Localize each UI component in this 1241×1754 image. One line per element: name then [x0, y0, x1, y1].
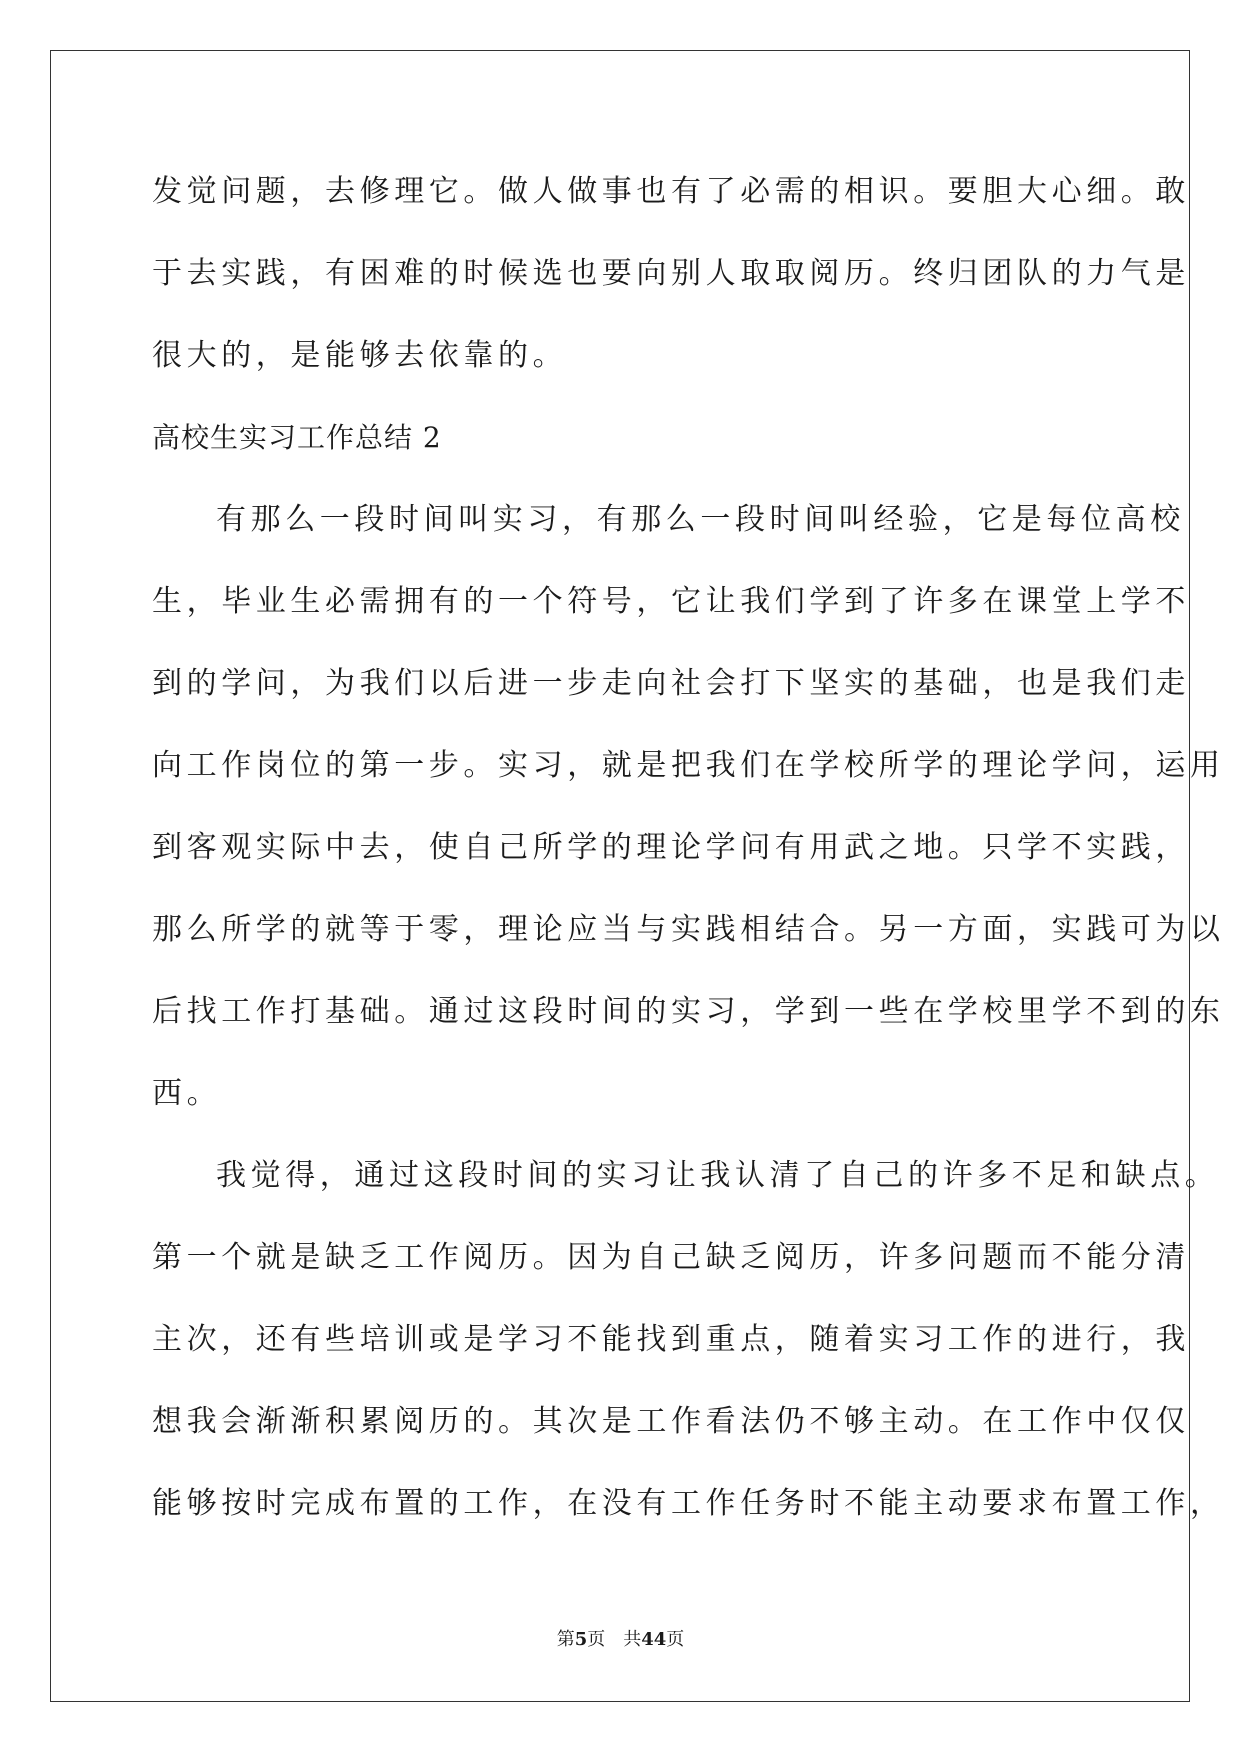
- footer-prefix: 第: [556, 1629, 575, 1650]
- footer-page-unit: 页: [587, 1629, 606, 1650]
- text-line: 主次，还有些培训或是学习不能找到重点，随着实习工作的进行，我: [152, 1322, 1190, 1357]
- page-number-footer: [0, 1625, 1241, 1651]
- text-line: 生，毕业生必需拥有的一个符号，它让我们学到了许多在课堂上学不: [152, 584, 1190, 619]
- text-line: 那么所学的就等于零，理论应当与实践相结合。另一方面，实践可为以: [152, 912, 1225, 947]
- text-line: 我觉得，通过这段时间的实习让我认清了自己的许多不足和缺点。: [216, 1158, 1220, 1193]
- footer-total-prefix: 共: [623, 1629, 642, 1650]
- text-line: 发觉问题，去修理它。做人做事也有了必需的相识。要胆大心细。敢: [152, 174, 1190, 209]
- text-line: 向工作岗位的第一步。实习，就是把我们在学校所学的理论学问，运用: [152, 748, 1225, 783]
- text-line: 有那么一段时间叫实习，有那么一段时间叫经验，它是每位高校: [216, 502, 1185, 537]
- current-page-number: 5: [574, 1629, 588, 1650]
- text-line: 想我会渐渐积累阅历的。其次是工作看法仍不够主动。在工作中仅仅: [152, 1404, 1190, 1439]
- document-body: [152, 160, 1225, 1554]
- text-line: 到客观实际中去，使自己所学的理论学问有用武之地。只学不实践，: [152, 830, 1190, 865]
- text-line: 能够按时完成布置的工作，在没有工作任务时不能主动要求布置工作，: [152, 1486, 1225, 1521]
- footer-total-unit: 页: [666, 1629, 685, 1650]
- text-line: 第一个就是缺乏工作阅历。因为自己缺乏阅历，许多问题而不能分清: [152, 1240, 1190, 1275]
- text-line: 很大的，是能够去依靠的。: [152, 338, 568, 373]
- section-heading: 高校生实习工作总结 2: [152, 421, 442, 454]
- text-line: 于去实践，有困难的时候选也要向别人取取阅历。终归团队的力气是: [152, 256, 1190, 291]
- text-line: 西。: [152, 1076, 222, 1111]
- text-line: 后找工作打基础。通过这段时间的实习，学到一些在学校里学不到的东: [152, 994, 1225, 1029]
- text-line: 到的学问，为我们以后进一步走向社会打下坚实的基础，也是我们走: [152, 666, 1190, 701]
- total-page-count: 44: [641, 1629, 667, 1650]
